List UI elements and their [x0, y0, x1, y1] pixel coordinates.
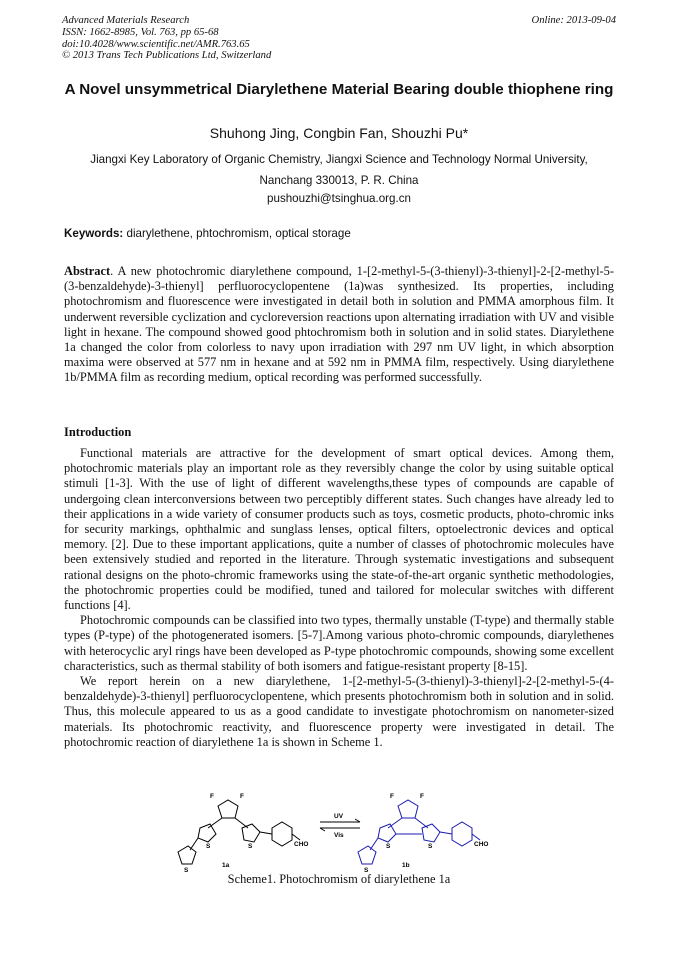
journal-name: Advanced Materials Research — [62, 15, 190, 26]
introduction-heading: Introduction — [64, 425, 132, 439]
affiliation-line-1: Jiangxi Key Laboratory of Organic Chemistry, Jiangxi Science and Technology Normal University, — [90, 153, 588, 166]
keywords-text: diarylethene, phtochromism, optical storage — [126, 227, 351, 240]
scheme-caption: Scheme1. Photochromism of diarylethene 1a — [227, 872, 451, 886]
cho-label-1a: CHO — [294, 841, 309, 848]
abstract-label: Abstract — [64, 264, 111, 278]
f-label: F — [390, 793, 394, 800]
intro-paragraph: Functional materials are attractive for the development of smart optical devices. Among them, photochromic materials play an important role as they reversibly change the color by using suitable optical stimuli [1-3]. With the use of light of different wavelengths,these types of compounds are capable of undergoing clean interconversions between two perceptibly different states. Such changes have already led to their applications in a wide variety of consumer products such as toys, cosmetic products, photo-chromic inks for security markings, ophthalmic and sunglass lenses, optical filters, optoelectronic devices and optical memory. [2]. Due to these important applications, quite a number of classes of photochromic molecules have been extensively studied and reported in the literature. Through systematic investigations and subsequent rational designs on the photo-chromic frameworks using the state-of-the-art organic synthetic methodologies, the photochromic properties could be modified, tuned and tailored for molecular switches with different functions [4]. — [64, 446, 614, 613]
abstract-text: . A new photochromic diarylethene compound, 1-[2-methyl-5-(3-thienyl)-3-thienyl]-2-[2-methyl-5-(3-benzaldehyde)-3-thienyl] perfluorocyclopentene (1a)was synthesized. Its properties, including photochromism and fluorescence were investigated in detail both in solution and PMMA amorphous film. It underwent reversible cyclization and cycloreversion reactions upon alternating irradiation with UV and visible light in hexane. The compound showed good phtochromism both in solution and in solid states. Diarylethene 1a changed the color from colorless to navy upon irradiation with 297 nm UV light, in which absorption maxima were observed at 577 nm in hexane and at 592 nm in PMMA film, respectively. Using diarylethene 1b/PMMA film as recording medium, optical recording was performed successfully. — [64, 264, 614, 385]
affiliation-line-2: Nanchang 330013, P. R. China — [259, 174, 419, 187]
online-date: Online: 2013-09-04 — [531, 15, 616, 26]
f-label: F — [210, 793, 214, 800]
affiliation — [56, 149, 622, 191]
s-label: S — [206, 843, 211, 850]
scheme-figure — [170, 784, 510, 874]
intro-paragraph: We report herein on a new diarylethene, 1-[2-methyl-5-(3-thienyl)-3-thienyl]-2-[2-methyl-5-(4-benzaldehyde)-3-thienyl] perfluorocyclopentene, which presents photochromism both in solution and in solid. Thus, this molecule appeared to us as a good candidate to investigate photochromism on nanometer-sized materials. Its photochromic reactivity, and fluorescence property were investigated in detail. The photochromic reaction of diarylethene 1a is shown in Scheme 1. — [64, 674, 614, 749]
label-1b: 1b — [402, 862, 410, 869]
email: pushouzhi@tsinghua.org.cn — [267, 192, 411, 205]
introduction-body — [64, 446, 614, 750]
s-label: S — [184, 867, 189, 874]
molecule-1b — [358, 800, 480, 864]
keywords — [64, 227, 351, 240]
uv-label: UV — [334, 813, 344, 820]
cho-label-1b: CHO — [474, 841, 489, 848]
reaction-arrows — [320, 819, 360, 831]
copyright: © 2013 Trans Tech Publications Ltd, Switzerland — [62, 50, 272, 62]
abstract — [64, 264, 614, 386]
f-label: F — [240, 793, 244, 800]
s-label: S — [248, 843, 253, 850]
s-label: S — [386, 843, 391, 850]
paper-title: A Novel unsymmetrical Diarylethene Material Bearing double thiophene ring — [64, 81, 614, 98]
s-label: S — [428, 843, 433, 850]
authors: Shuhong Jing, Congbin Fan, Shouzhi Pu* — [209, 125, 469, 141]
journal-header — [62, 15, 271, 62]
molecule-1a — [178, 800, 300, 864]
intro-paragraph: Photochromic compounds can be classified into two types, thermally unstable (T-type) and thermally stable types (P-type) of the photogenerated isomers. [5-7].Among various photo-chromic compounds, diarylethenes with heterocyclic aryl rings have been developed as P-type photochromic compounds, showing some excellent characteristics, such as thermal stability of both isomers and fatigue-resistant property [8-15]. — [64, 613, 614, 673]
keywords-label: Keywords: — [64, 227, 124, 240]
label-1a: 1a — [222, 862, 230, 869]
issn: ISSN: 1662-8985, Vol. 763, pp 65-68 — [62, 26, 219, 38]
vis-label: Vis — [334, 832, 344, 839]
doi: doi:10.4028/www.scientific.net/AMR.763.65 — [62, 38, 250, 50]
f-label: F — [420, 793, 424, 800]
s-label: S — [364, 867, 369, 874]
